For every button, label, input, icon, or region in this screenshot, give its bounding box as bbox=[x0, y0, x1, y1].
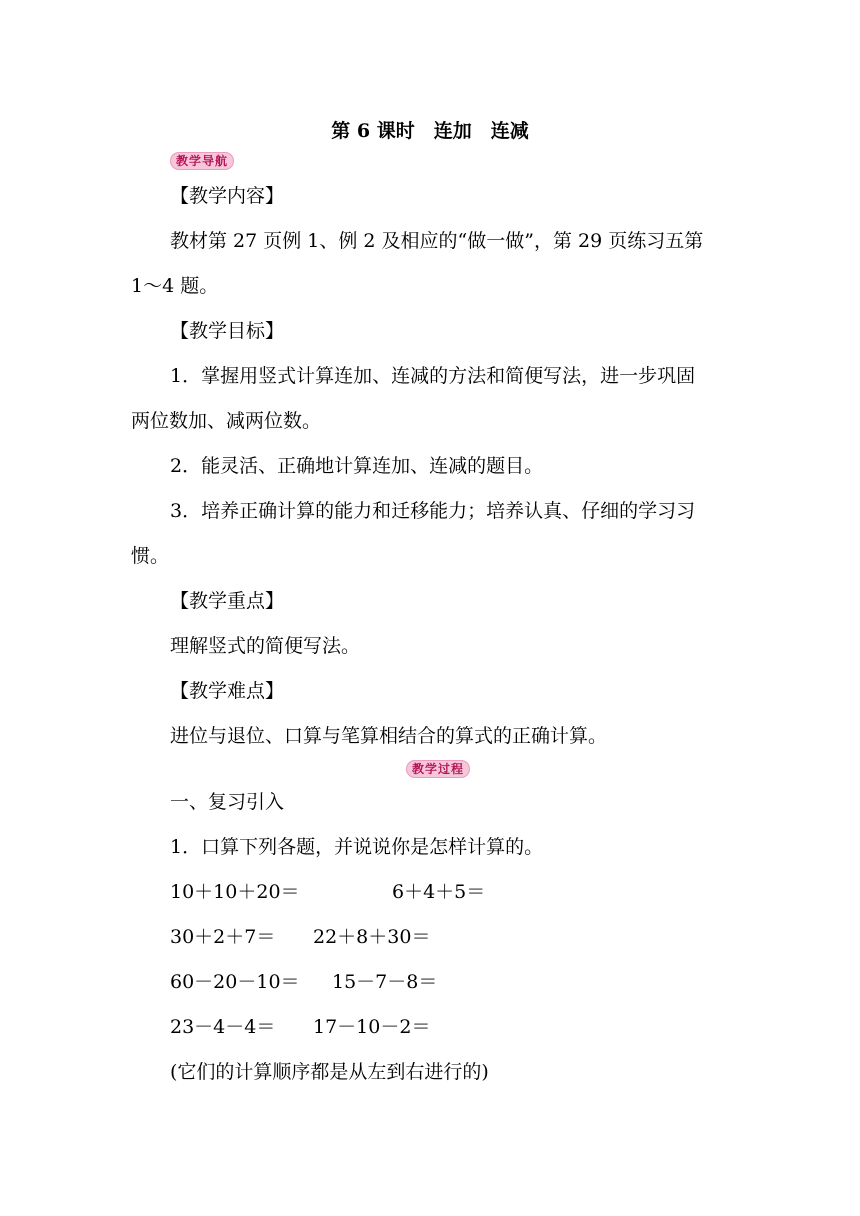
goal3-line1: 3．培养正确计算的能力和迁移能力；培养认真、仔细的学习习 bbox=[170, 500, 696, 522]
content-text-line2: 1～4 题。 bbox=[131, 275, 219, 297]
teaching-process-badge: 教学过程 bbox=[406, 760, 470, 778]
review-heading: 一、复习引入 bbox=[170, 791, 285, 813]
content-text-line1: 教材第 27 页例 1、例 2 及相应的“做一做”，第 29 页练习五第 bbox=[170, 230, 704, 252]
difficulty-text: 进位与退位、口算与笔算相结合的算式的正确计算。 bbox=[170, 725, 608, 747]
key-text: 理解竖式的简便写法。 bbox=[170, 635, 361, 657]
exercise-left: 30＋2＋7＝ bbox=[170, 926, 276, 948]
exercise-right: 22＋8＋30＝ bbox=[313, 926, 431, 948]
exercise-right: 15－7－8＝ bbox=[332, 971, 438, 993]
calculation-order-note: (它们的计算顺序都是从左到右进行的) bbox=[170, 1061, 489, 1083]
review-task: 1．口算下列各题，并说说你是怎样计算的。 bbox=[170, 836, 544, 858]
exercise-right: 6＋4＋5＝ bbox=[392, 881, 486, 903]
difficulty-heading: 【教学难点】 bbox=[170, 680, 285, 702]
exercise-left: 60－20－10＝ bbox=[170, 971, 300, 993]
goal1-line1: 1．掌握用竖式计算连加、连减的方法和简便写法，进一步巩固 bbox=[170, 365, 696, 387]
content-heading: 【教学内容】 bbox=[170, 185, 285, 207]
goal1-line2: 两位数加、减两位数。 bbox=[131, 410, 322, 432]
exercise-left: 23－4－4＝ bbox=[170, 1016, 276, 1038]
exercise-left: 10＋10＋20＝ bbox=[170, 881, 300, 903]
goals-heading: 【教学目标】 bbox=[170, 320, 285, 342]
exercise-right: 17－10－2＝ bbox=[313, 1016, 431, 1038]
teaching-guide-badge: 教学导航 bbox=[170, 152, 234, 170]
goal3-line2: 惯。 bbox=[131, 545, 170, 567]
goal2: 2．能灵活、正确地计算连加、连减的题目。 bbox=[170, 455, 544, 477]
lesson-title: 第 6 课时 连加 连减 bbox=[331, 120, 529, 142]
key-heading: 【教学重点】 bbox=[170, 590, 285, 612]
